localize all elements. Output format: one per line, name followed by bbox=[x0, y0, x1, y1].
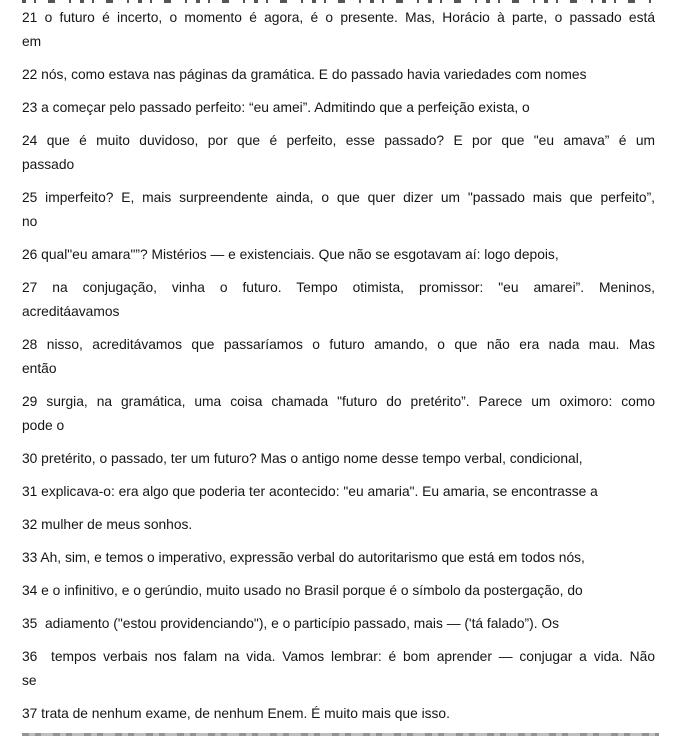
paragraph-37 bbox=[22, 702, 655, 726]
paragraph-30 bbox=[22, 447, 655, 471]
paragraph-23-row-1: 23 a começar pelo passado perfeito: “eu amei”. Admitindo que a perfeição exista, o bbox=[22, 100, 530, 115]
paragraph-36 bbox=[22, 645, 655, 693]
paragraph-24 bbox=[22, 129, 655, 177]
paragraph-26 bbox=[22, 243, 655, 267]
paragraph-25 bbox=[22, 186, 655, 234]
paragraph-22-row-1: 22 nós, como estava nas páginas da gramática. E do passado havia variedades com nomes bbox=[22, 67, 587, 82]
paragraph-22 bbox=[22, 63, 655, 87]
paragraph-21 bbox=[22, 6, 655, 54]
paragraph-25-row-2: no bbox=[22, 214, 38, 229]
paragraph-27-row-1: 27 na conjugação, vinha o futuro. Tempo otimista, promissor: "eu amarei”. Meninos, bbox=[22, 280, 655, 295]
paragraph-29-row-2: pode o bbox=[22, 418, 65, 433]
paragraph-28 bbox=[22, 333, 655, 381]
paragraph-25-row-1: 25 imperfeito? E, mais surpreendente ainda, o que quer dizer um "passado mais que perfeito”, bbox=[22, 190, 655, 205]
paragraph-32 bbox=[22, 513, 655, 537]
paragraph-36-row-1: 36 tempos verbais nos falam na vida. Vamos lembrar: é bom aprender — conjugar a vida. Não bbox=[22, 649, 655, 664]
paragraph-21-row-2: em bbox=[22, 34, 42, 49]
paragraph-24-row-1: 24 que é muito duvidoso, por que é perfeito, esse passado? E por que "eu amava” é um bbox=[22, 133, 655, 148]
paragraph-29 bbox=[22, 390, 655, 438]
paragraph-21-row-1: 21 o futuro é incerto, o momento é agora, é o presente. Mas, Horácio à parte, o passado está bbox=[22, 10, 655, 25]
paragraph-35 bbox=[22, 612, 655, 636]
paragraph-32-row-1: 32 mulher de meus sonhos. bbox=[22, 517, 193, 532]
cropped-text-top-artifact bbox=[22, 0, 659, 3]
paragraph-37-row-1: 37 trata de nenhum exame, de nenhum Enem. É muito mais que isso. bbox=[22, 706, 450, 721]
paragraph-35-row-1: 35 adiamento ("estou providenciando"), e o particípio passado, mais — ('tá falado”). Os bbox=[22, 616, 559, 631]
paragraph-29-row-1: 29 surgia, na gramática, uma coisa chamada "futuro do pretérito”. Parece um oximoro: como bbox=[22, 394, 655, 409]
paragraph-26-row-1: 26 qual"eu amara"”? Mistérios — e existenciais. Que não se esgotavam aí: logo depois, bbox=[22, 247, 559, 262]
paragraph-33-row-1: 33 Ah, sim, e temos o imperativo, expressão verbal do autoritarismo que está em todos nós, bbox=[22, 550, 585, 565]
paragraph-36-row-2: se bbox=[22, 673, 37, 688]
paragraph-23 bbox=[22, 96, 655, 120]
paragraph-27 bbox=[22, 276, 655, 324]
paragraph-31-row-1: 31 explicava-o: era algo que poderia ter acontecido: "eu amaria". Eu amaria, se encontrasse a bbox=[22, 484, 598, 499]
paragraph-27-row-2: acreditáavamos bbox=[22, 304, 120, 319]
paragraph-24-row-2: passado bbox=[22, 157, 75, 172]
paragraph-28-row-1: 28 nisso, acreditávamos que passaríamos o futuro amando, o que não era nada mau. Mas bbox=[22, 337, 655, 352]
paragraph-31 bbox=[22, 480, 655, 504]
paragraph-34 bbox=[22, 579, 655, 603]
paragraph-33 bbox=[22, 546, 655, 570]
paragraph-28-row-2: então bbox=[22, 361, 57, 376]
paragraph-30-row-1: 30 pretérito, o passado, ter um futuro? Mas o antigo nome desse tempo verbal, condicional, bbox=[22, 451, 583, 466]
paragraph-34-row-1: 34 e o infinitivo, e o gerúndio, muito usado no Brasil porque é o símbolo da postergação, do bbox=[22, 583, 583, 598]
